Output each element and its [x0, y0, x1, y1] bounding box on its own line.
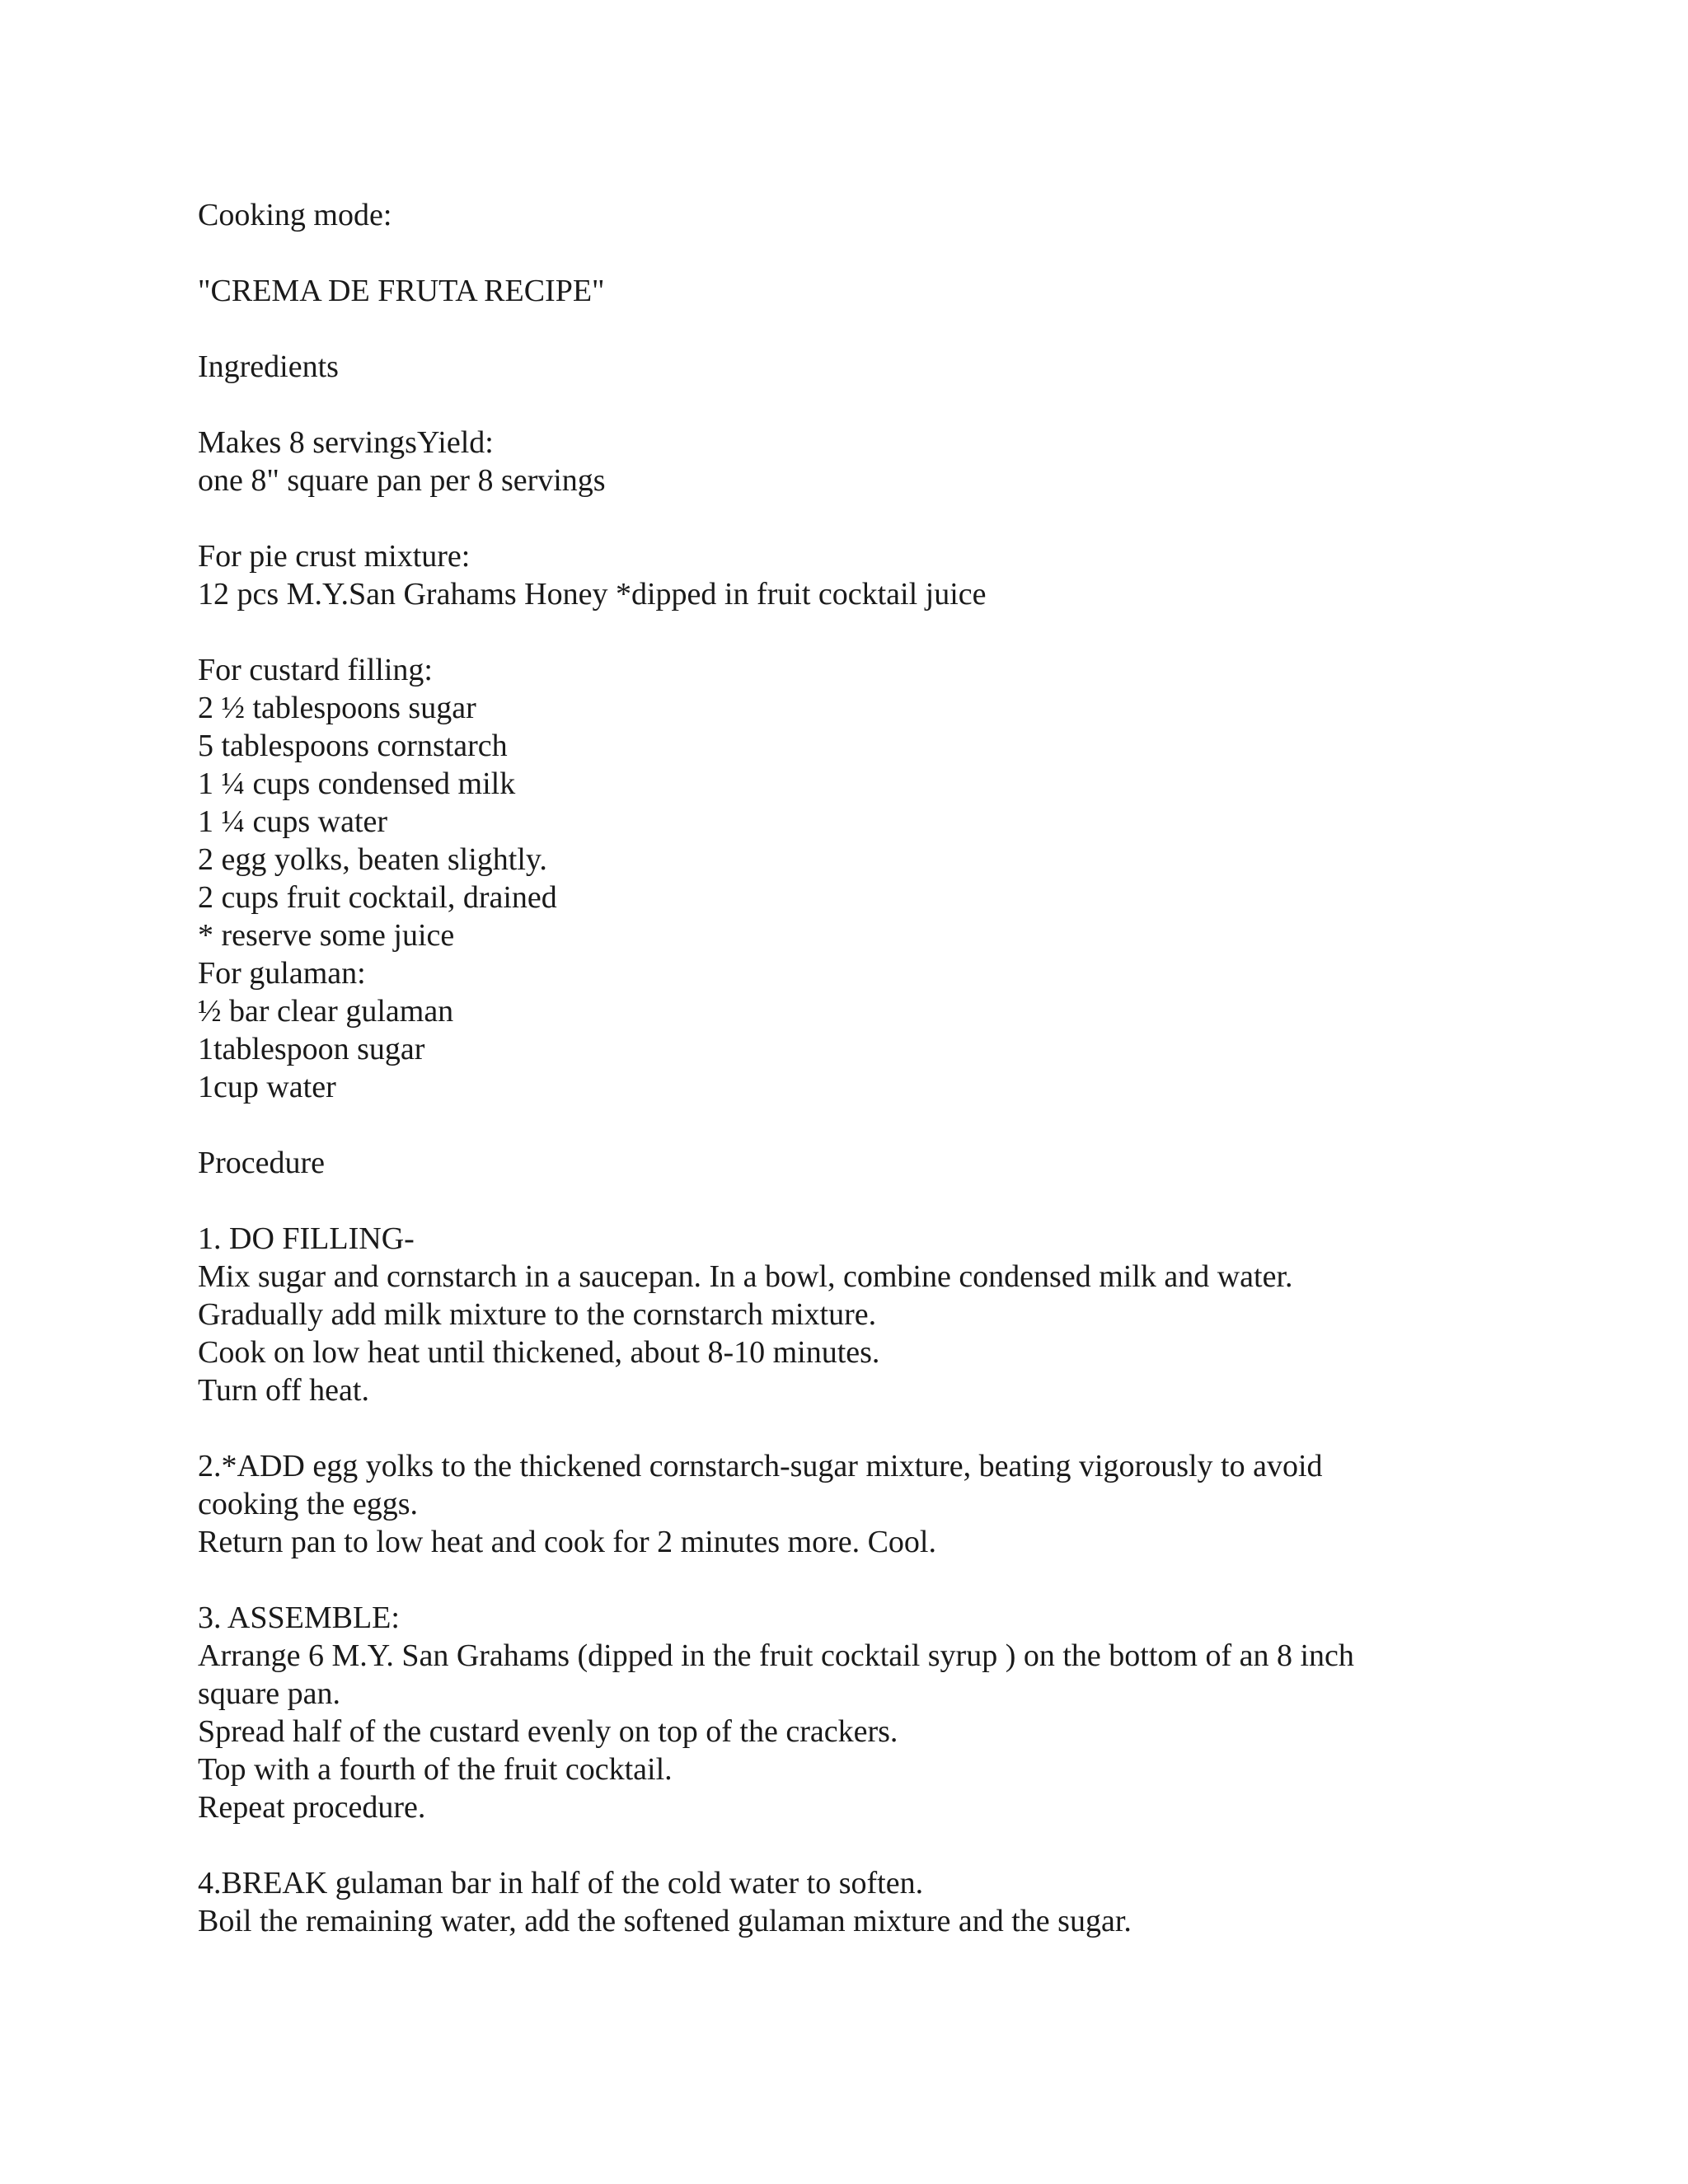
step-line: Return pan to low heat and cook for 2 minutes more. Cool.: [198, 1525, 936, 1559]
spacer: [198, 613, 1484, 651]
step-title: 3. ASSEMBLE:: [198, 1601, 400, 1635]
cooking-mode-label: Cooking mode:: [198, 198, 392, 232]
spacer: [198, 1409, 1484, 1447]
step-line: Gradually add milk mixture to the cornstarch mixture.: [198, 1297, 877, 1332]
step-line: Cook on low heat until thickened, about 8-10 minutes.: [198, 1335, 880, 1370]
ingredient-item: 1 ¼ cups water: [198, 804, 388, 839]
ingredient-item: 1cup water: [198, 1070, 336, 1104]
spacer: [198, 234, 1484, 272]
spacer: [198, 1561, 1484, 1599]
ingredient-item: 2 cups fruit cocktail, drained: [198, 880, 557, 915]
step-line: Arrange 6 M.Y. San Grahams (dipped in the fruit cocktail syrup ) on the bottom of an 8 inch: [198, 1638, 1354, 1673]
ingredient-item: 5 tablespoons cornstarch: [198, 729, 508, 763]
step-line: square pan.: [198, 1676, 341, 1711]
spacer: [198, 1826, 1484, 1864]
procedure-heading: Procedure: [198, 1146, 326, 1180]
step-title: 4.BREAK gulaman bar in half of the cold water to soften.: [198, 1866, 924, 1900]
ingredient-item: 1tablespoon sugar: [198, 1032, 425, 1066]
step-line: Repeat procedure.: [198, 1790, 426, 1825]
pie-crust-heading: For pie crust mixture:: [198, 539, 471, 574]
step-line: Mix sugar and cornstarch in a saucepan. In a bowl, combine condensed milk and water.: [198, 1259, 1293, 1294]
yield-line: one 8" square pan per 8 servings: [198, 463, 606, 498]
step-line: Spread half of the custard evenly on top of the crackers.: [198, 1714, 898, 1749]
spacer: [198, 499, 1484, 537]
ingredients-heading: Ingredients: [198, 349, 339, 384]
yield-line: Makes 8 servingsYield:: [198, 425, 494, 460]
ingredient-item: ½ bar clear gulaman: [198, 994, 454, 1029]
ingredient-item: 2 egg yolks, beaten slightly.: [198, 842, 547, 877]
step-line: cooking the eggs.: [198, 1487, 419, 1521]
gulaman-heading: For gulaman:: [198, 956, 366, 991]
recipe-text: [198, 196, 1484, 1940]
step-line: Top with a fourth of the fruit cocktail.: [198, 1752, 673, 1787]
spacer: [198, 310, 1484, 348]
spacer: [198, 1182, 1484, 1220]
ingredient-item: 12 pcs M.Y.San Grahams Honey *dipped in fruit cocktail juice: [198, 577, 987, 612]
step-line: Turn off heat.: [198, 1373, 369, 1408]
step-line: Boil the remaining water, add the softened gulaman mixture and the sugar.: [198, 1904, 1132, 1938]
ingredient-item: 1 ¼ cups condensed milk: [198, 766, 516, 801]
spacer: [198, 1106, 1484, 1144]
spacer: [198, 386, 1484, 424]
custard-heading: For custard filling:: [198, 653, 433, 687]
recipe-title: "CREMA DE FRUTA RECIPE": [198, 274, 605, 308]
step-title: 2.*ADD egg yolks to the thickened cornstarch-sugar mixture, beating vigorously to avoid: [198, 1449, 1323, 1483]
ingredient-item: 2 ½ tablespoons sugar: [198, 691, 476, 725]
step-title: 1. DO FILLING-: [198, 1221, 415, 1256]
ingredient-item: * reserve some juice: [198, 918, 455, 953]
